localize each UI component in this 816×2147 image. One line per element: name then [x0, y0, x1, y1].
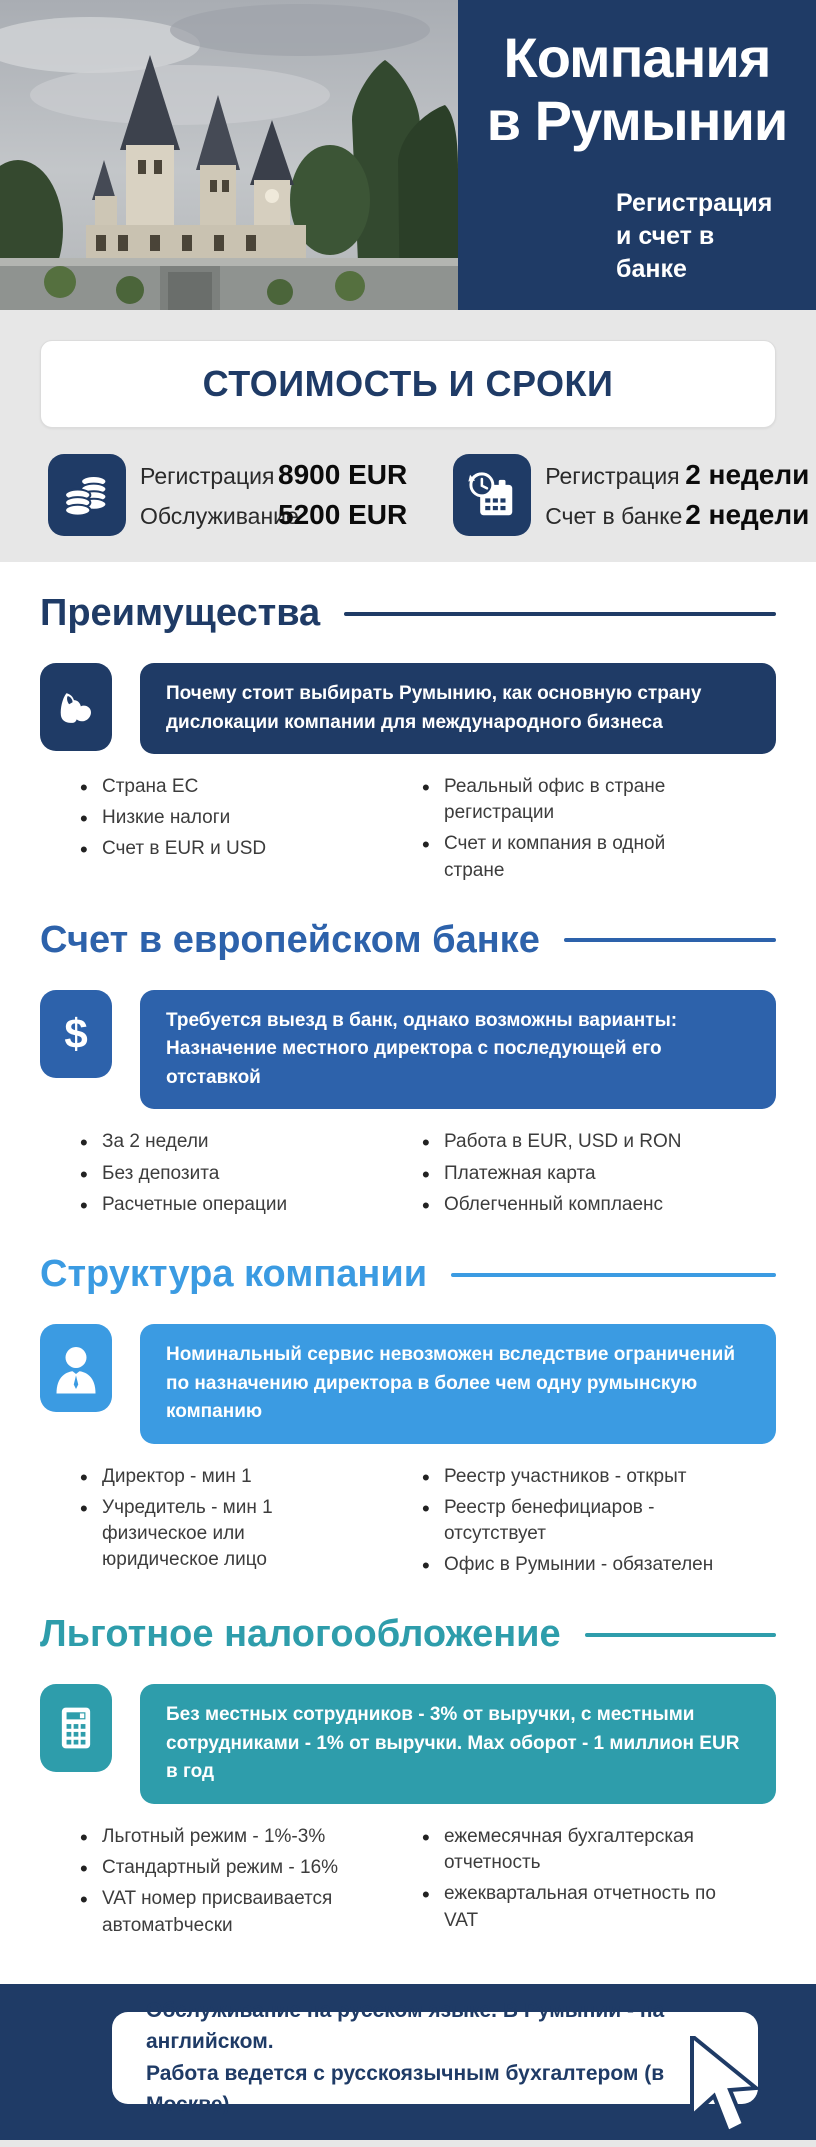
- bullet-lists: [78, 1824, 776, 1944]
- bullet-item: • Расчетные операции: [78, 1192, 358, 1218]
- section-body: [40, 1684, 776, 1804]
- calendar-clock-icon: [453, 454, 531, 536]
- section-heading: [40, 1253, 776, 1296]
- cost-label: Обслуживание: [140, 503, 299, 529]
- section-advantages: [40, 592, 776, 889]
- bullet-lists: [78, 1129, 776, 1223]
- page-subtitle: Регистрация и счет в банке: [616, 188, 773, 283]
- bullet-item: • За 2 недели: [78, 1129, 358, 1155]
- bullet-item: • Счет и компания в одной стране: [420, 831, 720, 883]
- bullets-left: [78, 1129, 358, 1223]
- bullet-item: • Низкие налоги: [78, 805, 358, 831]
- section-structure: [40, 1253, 776, 1583]
- bullet-item: • Реестр бенефициаров - отсутствует: [420, 1495, 720, 1547]
- section-callout: Требуется выезд в банк, однако возможны варианты: Назначение местного директора с последующей его отставкой: [140, 990, 776, 1110]
- person-icon: [40, 1324, 112, 1412]
- cost-group: [48, 454, 407, 536]
- bullet-item: • Страна ЕС: [78, 774, 358, 800]
- heading-rule: [344, 612, 776, 616]
- footer-card: [112, 1998, 758, 2117]
- cost-lines: [140, 461, 407, 529]
- bottom-strip: [0, 2140, 816, 2147]
- bullets-left: [78, 774, 358, 889]
- castle-illustration: [0, 0, 458, 310]
- terms-label: Счет в банке: [545, 503, 683, 529]
- section-title: Счет в европейском банке: [40, 918, 540, 961]
- heading-rule: [564, 938, 776, 942]
- castle-photo: [0, 0, 458, 310]
- bullet-item: • Облегченный комплаенс: [420, 1192, 720, 1218]
- header: [0, 0, 816, 310]
- terms-line: [545, 501, 809, 529]
- terms-label: Регистрация: [545, 463, 680, 489]
- bicep-icon: [40, 663, 112, 751]
- cost-value: 8900 EUR: [278, 459, 408, 490]
- section-heading: [40, 1613, 776, 1656]
- calculator-icon: [40, 1684, 112, 1772]
- terms-group: [453, 454, 809, 536]
- heading-rule: [585, 1633, 776, 1637]
- dollar-icon: [40, 990, 112, 1078]
- page-title: [476, 26, 798, 153]
- bullet-item: • Работа в EUR, USD и RON: [420, 1129, 720, 1155]
- page-title-line2: в Румынии: [486, 89, 788, 153]
- section-title: Структура компании: [40, 1253, 428, 1296]
- bullets-left: [78, 1464, 358, 1584]
- bullet-item: • Стандартный режим - 16%: [78, 1855, 358, 1881]
- pricing-row: [40, 454, 810, 536]
- bullets-right: [420, 1129, 720, 1223]
- bullet-lists: [78, 774, 776, 889]
- terms-value: 2 недели: [685, 459, 810, 490]
- terms-value: 2 недели: [685, 499, 810, 530]
- bullet-item: • ежемесячная бухгалтерская отчетность: [420, 1824, 720, 1876]
- footer-text-line1: Обслуживание на русском языке. В Румынии - на английском.: [146, 1998, 665, 2054]
- heading-rule: [451, 1273, 776, 1277]
- section-heading: [40, 592, 776, 635]
- section-body: [40, 1324, 776, 1444]
- header-title-panel: [458, 0, 816, 310]
- section-tax: [40, 1613, 776, 1943]
- section-bank: [40, 919, 776, 1223]
- bullet-item: • ежеквартальная отчетность по VAT: [420, 1881, 720, 1933]
- page-title-line1: Компания: [503, 26, 771, 89]
- cost-value: 5200 EUR: [278, 499, 408, 530]
- cost-line: [140, 501, 407, 529]
- terms-line: [545, 461, 809, 489]
- bullet-item: • Реестр участников - открыт: [420, 1464, 720, 1490]
- section-callout: Без местных сотрудников - 3% от выручки, с местными сотрудниками - 1% от выручки. Max оборот - 1 миллион EUR в год: [140, 1684, 776, 1804]
- bullet-item: • Счет в EUR и USD: [78, 836, 358, 862]
- pricing-card-title: СТОИМОСТЬ И СРОКИ: [202, 363, 614, 404]
- svg-text:$: $: [64, 1009, 88, 1057]
- cost-label: Регистрация: [140, 463, 275, 489]
- section-heading: [40, 919, 776, 962]
- bullet-item: • VAT номер присваивается автоматbчески: [78, 1886, 358, 1938]
- bullet-item: • Льготный режим - 1%-3%: [78, 1824, 358, 1850]
- section-callout: Почему стоит выбирать Румынию, как основную страну дислокации компании для международного бизнеса: [140, 663, 776, 754]
- bullet-item: • Реальный офис в стране регистрации: [420, 774, 720, 826]
- bullets-right: [420, 774, 720, 889]
- cost-line: [140, 461, 407, 489]
- bullet-item: • Учредитель - мин 1 физическое или юридическое лицо: [78, 1495, 358, 1574]
- section-body: [40, 990, 776, 1110]
- terms-lines: [545, 461, 809, 529]
- bullet-item: • Платежная карта: [420, 1161, 720, 1187]
- bullets-right: [420, 1464, 720, 1584]
- bullet-item: • Директор - мин 1: [78, 1464, 358, 1490]
- section-title: Льготное налогообложение: [40, 1613, 561, 1656]
- bullet-lists: [78, 1464, 776, 1584]
- bullet-item: • Офис в Румынии - обязателен: [420, 1552, 720, 1578]
- pricing-strip: [0, 310, 816, 562]
- bullets-left: [78, 1824, 358, 1944]
- content: [0, 562, 816, 1950]
- section-body: [40, 663, 776, 754]
- coins-icon: [48, 454, 126, 536]
- section-callout: Номинальный сервис невозможен вследствие ограничений по назначению директора в более чем одну румынскую компанию: [140, 1324, 776, 1444]
- bullets-right: [420, 1824, 720, 1944]
- footer-banner: [0, 1984, 816, 2140]
- bullet-item: • Без депозита: [78, 1161, 358, 1187]
- footer-text-line2: Работа ведется с русскоязычным бухгалтером (в Москве): [146, 2061, 665, 2117]
- pricing-card: [40, 340, 776, 428]
- cursor-arrow-icon: [676, 2036, 776, 2140]
- section-title: Преимущества: [40, 592, 321, 634]
